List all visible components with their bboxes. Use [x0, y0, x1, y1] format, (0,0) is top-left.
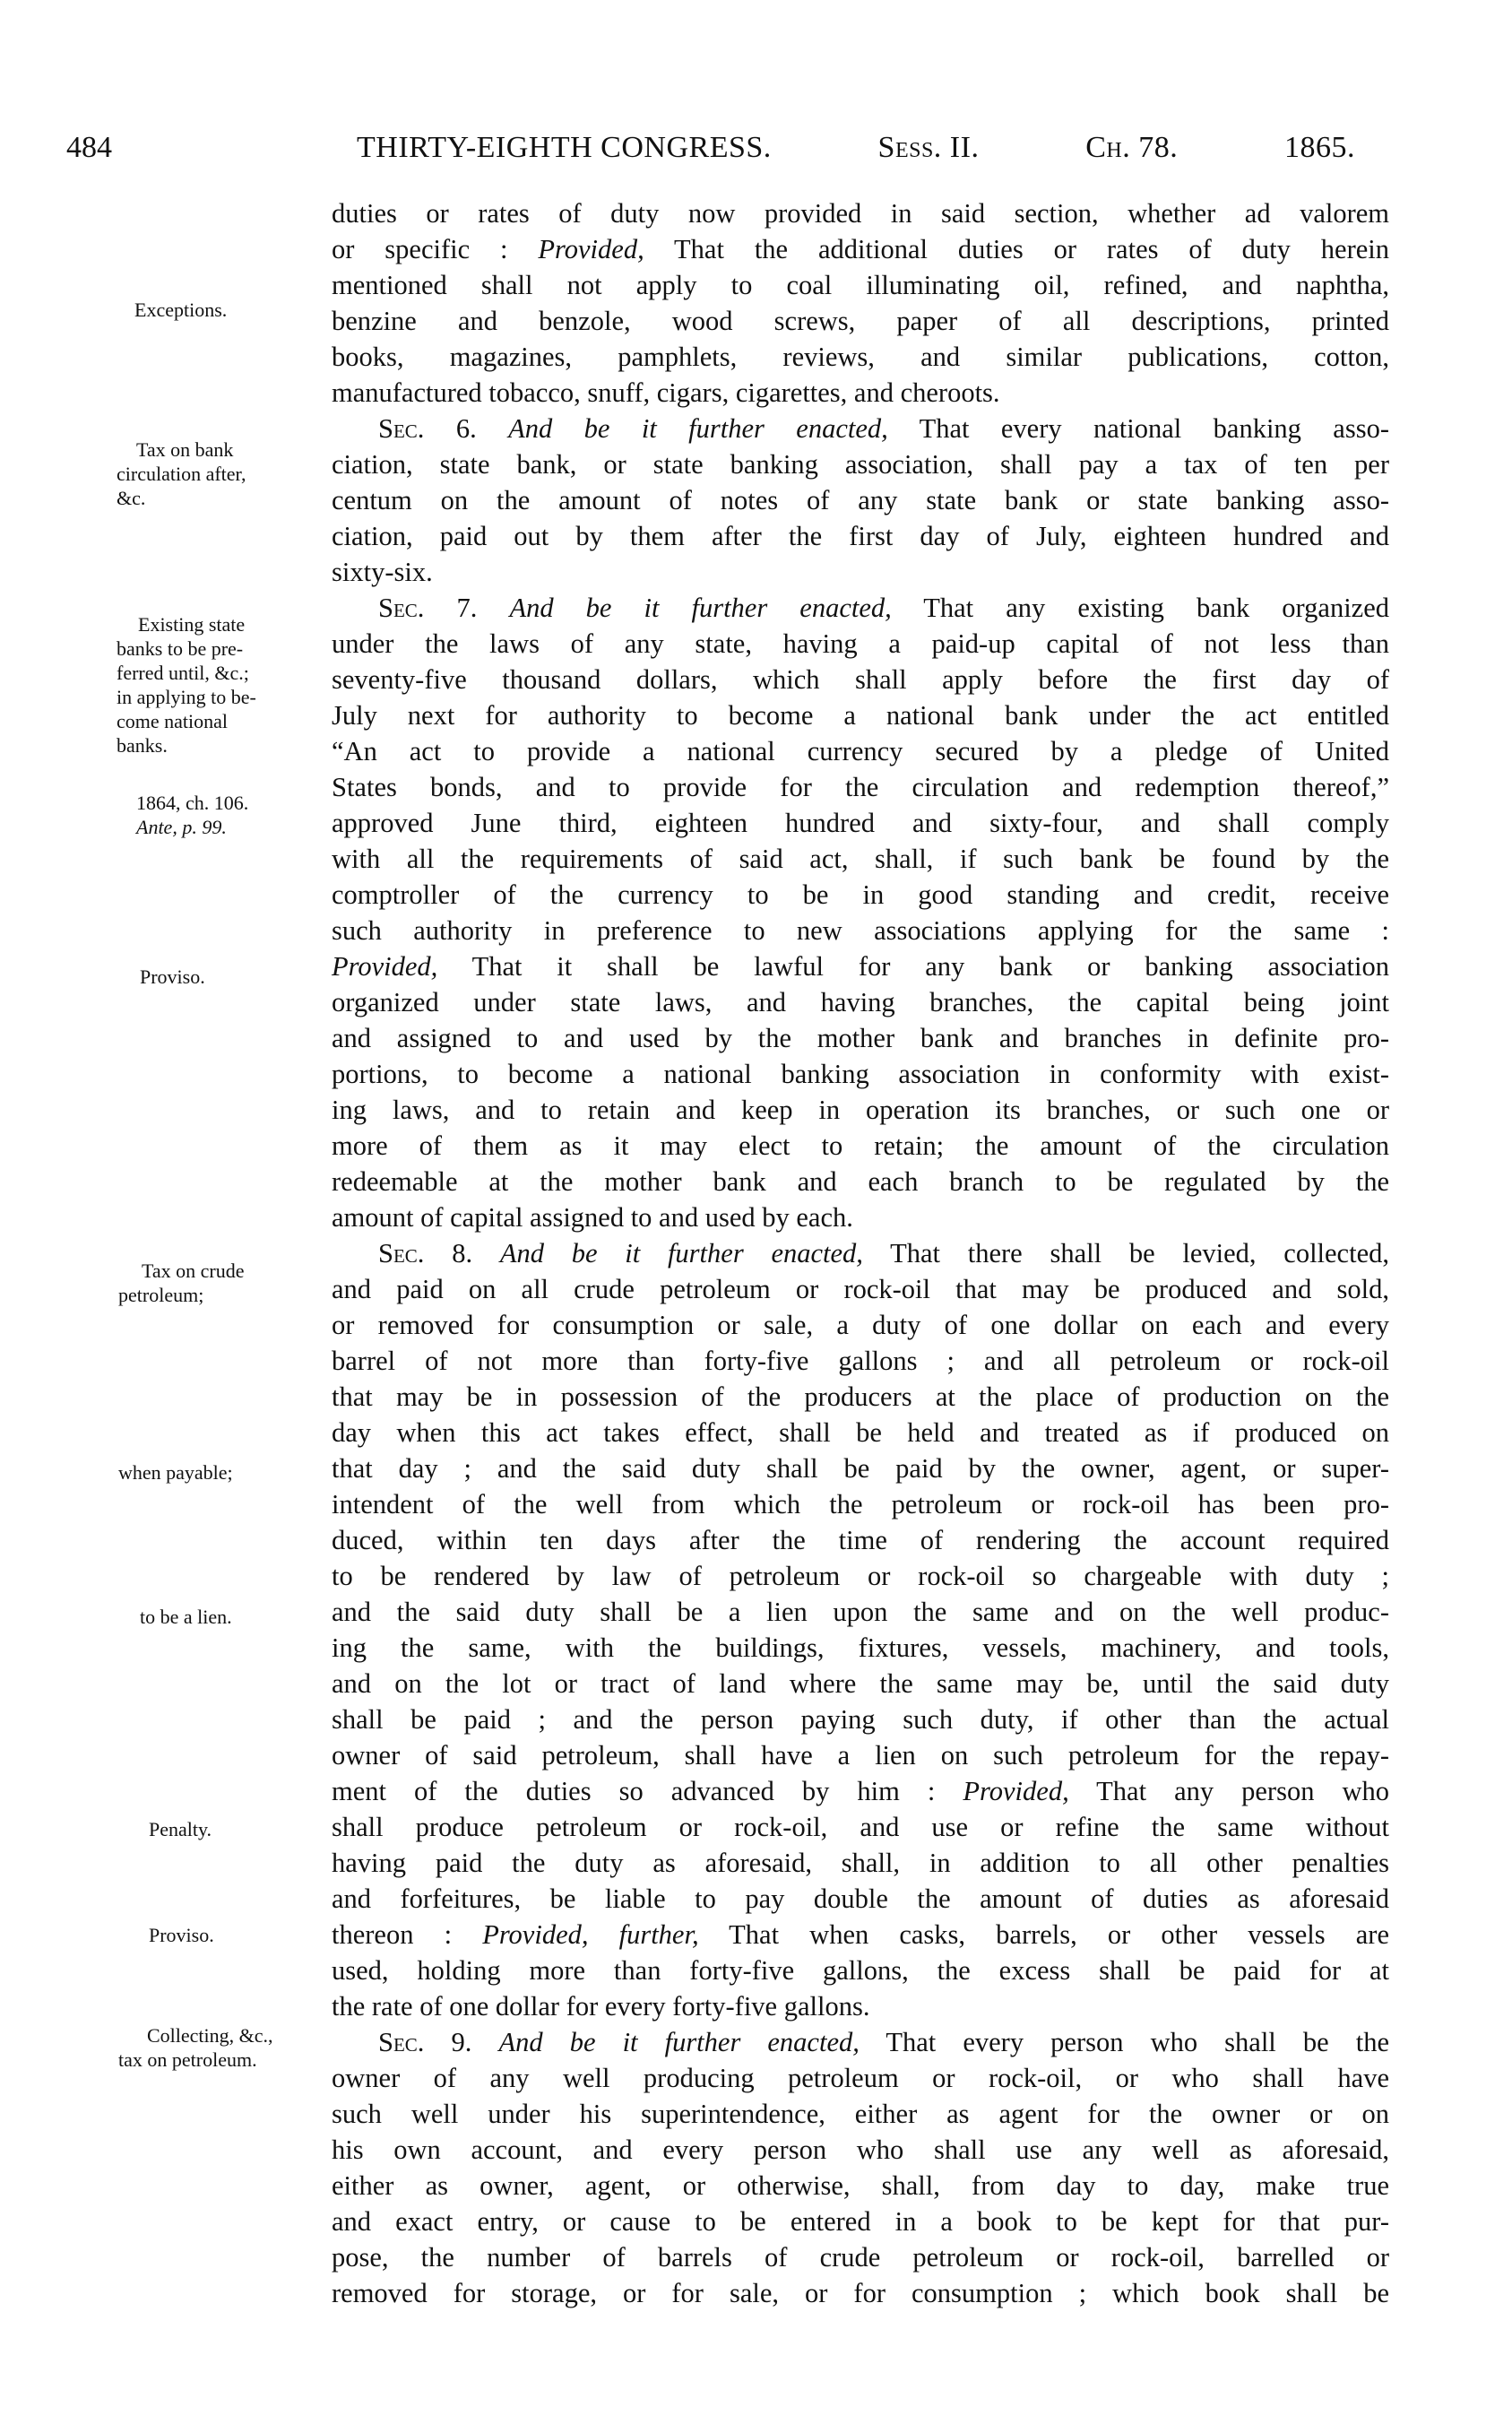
- text-line: [332, 1415, 1389, 1450]
- text-line: [332, 1737, 1389, 1773]
- text-line: [332, 626, 1389, 662]
- text-segment: That when casks, barrels, or other vessels are: [698, 1919, 1389, 1950]
- header-year: 1865.: [1283, 131, 1355, 164]
- italic-text: Provided,: [332, 951, 438, 982]
- text-segment: duties or rates of duty now provided in said section, whether ad valorem: [332, 198, 1389, 229]
- text-segment: owner of any well producing petroleum or rock-oil, or who shall have: [332, 2063, 1389, 2093]
- text-segment: shall produce petroleum or rock-oil, and use or refine the same without: [332, 1812, 1389, 1842]
- text-segment: and forfeitures, be liable to pay double the amount of duties as aforesaid: [332, 1883, 1389, 1914]
- text-segment: “An act to provide a national currency secured by a pledge of United: [332, 736, 1389, 766]
- text-segment: amount of capital assigned to and used by each.: [332, 1202, 853, 1233]
- text-segment: That any existing bank organized: [891, 593, 1389, 623]
- text-line: [332, 1450, 1389, 1486]
- text-line: [332, 195, 1389, 231]
- note-line: petroleum;: [118, 1284, 204, 1306]
- text-segment: intendent of the well from which the petroleum or rock-oil has been pro-: [332, 1489, 1389, 1520]
- note-line: come national: [117, 710, 229, 732]
- text-segment: mentioned shall not apply to coal illuminating oil, refined, and naphtha,: [332, 270, 1389, 300]
- section-label: Sec.: [378, 2027, 425, 2057]
- page-number: 484: [66, 131, 112, 164]
- text-segment: July next for authority to become a national bank under the act entitled: [332, 700, 1389, 731]
- text-segment: day when this act takes effect, shall be held and treated as if produced on: [332, 1417, 1389, 1448]
- text-line: [332, 984, 1389, 1020]
- text-line: [332, 1486, 1389, 1522]
- text-segment: thereon :: [332, 1919, 483, 1950]
- header-chapter: Ch. 78.: [1085, 131, 1179, 164]
- text-segment: duced, within ten days after the time of rendering the account required: [332, 1525, 1389, 1555]
- text-line: [332, 1630, 1389, 1666]
- text-segment: 6.: [424, 413, 509, 444]
- text-line: [332, 2132, 1389, 2168]
- italic-text: Provided, further,: [482, 1919, 699, 1950]
- margin-note-collecting-tax: [118, 2023, 273, 2072]
- text-line: [332, 1558, 1389, 1594]
- text-segment: 8.: [424, 1238, 500, 1268]
- margin-note-tax-crude-petroleum: [118, 1259, 245, 1307]
- text-line: [332, 1594, 1389, 1630]
- text-segment: That it shall be lawful for any bank or banking association: [437, 951, 1389, 982]
- text-line: [332, 2060, 1389, 2096]
- text-segment: 9.: [424, 2027, 499, 2057]
- note-line: Proviso.: [149, 1924, 214, 1946]
- note-line: Exceptions.: [134, 299, 228, 321]
- margin-note-lien: [140, 1605, 232, 1629]
- italic-text: And be it further enacted,: [498, 2027, 860, 2057]
- text-line: [332, 1988, 1389, 2024]
- text-segment: under the laws of any state, having a paid-up capital of not less than: [332, 628, 1389, 659]
- text-segment: and exact entry, or cause to be entered in a book to be kept for that pur-: [332, 2206, 1389, 2237]
- text-segment: books, magazines, pamphlets, reviews, and similar publications, cotton,: [332, 342, 1389, 372]
- note-line: tax on petroleum.: [118, 2048, 257, 2071]
- text-line: [332, 2275, 1389, 2311]
- text-segment: ciation, paid out by them after the first day of July, eighteen hundred and: [332, 521, 1389, 551]
- text-line: [332, 948, 1389, 984]
- header-session: Sess. II.: [877, 131, 980, 164]
- text-segment: the rate of one dollar for every forty-five gallons.: [332, 1991, 870, 2022]
- text-segment: either as owner, agent, or otherwise, shall, from day to day, make true: [332, 2170, 1389, 2201]
- text-segment: such well under his superintendence, either as agent for the owner or on: [332, 2099, 1389, 2129]
- text-segment: or removed for consumption or sale, a duty of one dollar on each and every: [332, 1310, 1389, 1340]
- text-segment: shall be paid ; and the person paying such duty, if other than the actual: [332, 1704, 1389, 1735]
- text-segment: 7.: [424, 593, 510, 623]
- section-label: Sec.: [378, 413, 425, 444]
- text-line: [332, 1092, 1389, 1128]
- note-line: Collecting, &c.,: [147, 2024, 273, 2047]
- text-line: [332, 446, 1389, 482]
- text-line: [332, 1701, 1389, 1737]
- text-segment: That every national banking asso-: [887, 413, 1389, 444]
- note-line: Existing state: [138, 613, 246, 636]
- text-segment: ciation, state bank, or state banking association, shall pay a tax of ten per: [332, 449, 1389, 480]
- margin-note-citation: [136, 791, 248, 839]
- italic-text: And be it further enacted,: [509, 593, 892, 623]
- text-segment: barrel of not more than forty-five gallons ; and all petroleum or rock-oil: [332, 1346, 1389, 1376]
- text-segment: more of them as it may elect to retain; the amount of the circulation: [332, 1130, 1389, 1161]
- text-line: [332, 733, 1389, 769]
- note-line: Tax on bank: [136, 438, 234, 461]
- note-line: Ante, p. 99.: [136, 816, 227, 838]
- text-line: [332, 1809, 1389, 1845]
- section-label: Sec.: [378, 593, 425, 623]
- note-line: Tax on crude: [142, 1260, 245, 1282]
- margin-note-penalty: [149, 1817, 212, 1841]
- text-line: [332, 1917, 1389, 1952]
- text-segment: sixty-six.: [332, 557, 433, 587]
- text-segment: ing laws, and to retain and keep in operation its branches, or such one or: [332, 1095, 1389, 1125]
- text-line: [332, 841, 1389, 877]
- text-segment: to be rendered by law of petroleum or rock-oil so chargeable with duty ;: [332, 1561, 1389, 1591]
- note-line: ferred until, &c.;: [117, 662, 249, 684]
- text-segment: That every person who shall be the: [859, 2027, 1389, 2057]
- note-line: 1864, ch. 106.: [136, 792, 249, 814]
- text-segment: That the additional duties or rates of duty herein: [644, 234, 1389, 264]
- text-segment: That any person who: [1068, 1776, 1390, 1806]
- text-segment: such authority in preference to new associations applying for the same :: [332, 915, 1389, 946]
- italic-text: Provided,: [963, 1776, 1069, 1806]
- text-line: [332, 339, 1389, 375]
- text-segment: owner of said petroleum, shall have a lien on such petroleum for the repay-: [332, 1740, 1389, 1771]
- text-line: [332, 1343, 1389, 1379]
- text-line: [332, 662, 1389, 697]
- note-line: banks.: [117, 734, 168, 757]
- text-segment: pose, the number of barrels of crude petroleum or rock-oil, barrelled or: [332, 2242, 1389, 2273]
- text-line: [332, 913, 1389, 948]
- text-segment: seventy-five thousand dollars, which shall apply before the first day of: [332, 664, 1389, 695]
- note-line: Penalty.: [149, 1818, 212, 1840]
- text-segment: removed for storage, or for sale, or for consumption ; which book shall be: [332, 2278, 1389, 2308]
- text-segment: and assigned to and used by the mother bank and branches in definite pro-: [332, 1023, 1389, 1053]
- running-header: [357, 131, 1355, 165]
- text-line: [332, 303, 1389, 339]
- text-segment: portions, to become a national banking association in conformity with exist-: [332, 1059, 1389, 1089]
- note-line: banks to be pre-: [117, 637, 244, 660]
- text-segment: redeemable at the mother bank and each branch to be regulated by the: [332, 1166, 1389, 1197]
- text-line: [332, 518, 1389, 554]
- text-line: [332, 411, 1389, 446]
- text-line: [332, 1056, 1389, 1092]
- note-line: when payable;: [118, 1461, 233, 1484]
- text-line: [332, 1845, 1389, 1881]
- text-line: [332, 1164, 1389, 1199]
- text-segment: with all the requirements of said act, shall, if such bank be found by the: [332, 844, 1389, 874]
- text-line: [332, 2204, 1389, 2239]
- text-segment: having paid the duty as aforesaid, shall, in addition to all other penalties: [332, 1848, 1389, 1878]
- text-segment: and on the lot or tract of land where the same may be, until the said duty: [332, 1668, 1389, 1699]
- text-line: [332, 697, 1389, 733]
- text-line: [332, 1379, 1389, 1415]
- margin-note-proviso-2: [149, 1923, 214, 1947]
- text-segment: That there shall be levied, collected,: [862, 1238, 1389, 1268]
- text-segment: comptroller of the currency to be in good standing and credit, receive: [332, 879, 1389, 910]
- text-line: [332, 554, 1389, 590]
- text-segment: ment of the duties so advanced by him :: [332, 1776, 963, 1806]
- italic-text: And be it further enacted,: [508, 413, 888, 444]
- text-line: [332, 482, 1389, 518]
- text-line: [332, 1666, 1389, 1701]
- margin-note-exceptions: [134, 298, 227, 322]
- margin-note-proviso: [140, 965, 205, 989]
- text-segment: ing the same, with the buildings, fixtures, vessels, machinery, and tools,: [332, 1632, 1389, 1663]
- italic-text: Provided,: [538, 234, 644, 264]
- text-line: [332, 877, 1389, 913]
- text-segment: and the said duty shall be a lien upon the same and on the well produc-: [332, 1597, 1389, 1627]
- text-segment: or specific :: [332, 234, 539, 264]
- text-line: [332, 1522, 1389, 1558]
- text-line: [332, 2239, 1389, 2275]
- header-title: THIRTY-EIGHTH CONGRESS.: [357, 131, 772, 164]
- text-segment: approved June third, eighteen hundred and sixty-four, and shall comply: [332, 808, 1389, 838]
- text-segment: manufactured tobacco, snuff, cigars, cigarettes, and cheroots.: [332, 377, 1000, 408]
- text-line: [332, 1881, 1389, 1917]
- text-line: [332, 375, 1389, 411]
- text-segment: centum on the amount of notes of any state bank or state banking asso-: [332, 485, 1389, 515]
- text-segment: that day ; and the said duty shall be paid by the owner, agent, or super-: [332, 1453, 1389, 1484]
- margin-note-existing-state-banks: [117, 612, 256, 758]
- text-segment: and paid on all crude petroleum or rock-oil that may be produced and sold,: [332, 1274, 1389, 1304]
- note-line: circulation after,: [117, 463, 246, 485]
- text-line: [332, 805, 1389, 841]
- note-line: in applying to be-: [117, 686, 256, 708]
- text-line: [332, 1307, 1389, 1343]
- text-segment: that may be in possession of the producers at the place of production on the: [332, 1381, 1389, 1412]
- margin-note-tax-bank-circulation: [117, 437, 246, 510]
- text-segment: organized under state laws, and having branches, the capital being joint: [332, 987, 1389, 1017]
- text-segment: used, holding more than forty-five gallons, the excess shall be paid for at: [332, 1955, 1389, 1986]
- text-line: [332, 590, 1389, 626]
- text-line: [332, 1773, 1389, 1809]
- text-line: [332, 231, 1389, 267]
- text-segment: States bonds, and to provide for the circulation and redemption thereof,”: [332, 772, 1389, 802]
- margin-note-when-payable: [118, 1460, 233, 1485]
- text-line: [332, 1128, 1389, 1164]
- text-line: [332, 1020, 1389, 1056]
- italic-text: And be it further enacted,: [499, 1238, 863, 1268]
- text-line: [332, 769, 1389, 805]
- text-line: [332, 1952, 1389, 1988]
- note-line: &c.: [117, 487, 146, 509]
- text-segment: benzine and benzole, wood screws, paper of all descriptions, printed: [332, 306, 1389, 336]
- text-line: [332, 2024, 1389, 2060]
- text-segment: his own account, and every person who shall use any well as aforesaid,: [332, 2134, 1389, 2165]
- text-line: [332, 1271, 1389, 1307]
- text-line: [332, 2096, 1389, 2132]
- text-line: [332, 267, 1389, 303]
- text-line: [332, 1235, 1389, 1271]
- section-label: Sec.: [378, 1238, 425, 1268]
- text-line: [332, 2168, 1389, 2204]
- note-line: to be a lien.: [140, 1606, 232, 1628]
- note-line: Proviso.: [140, 965, 205, 988]
- text-line: [332, 1199, 1389, 1235]
